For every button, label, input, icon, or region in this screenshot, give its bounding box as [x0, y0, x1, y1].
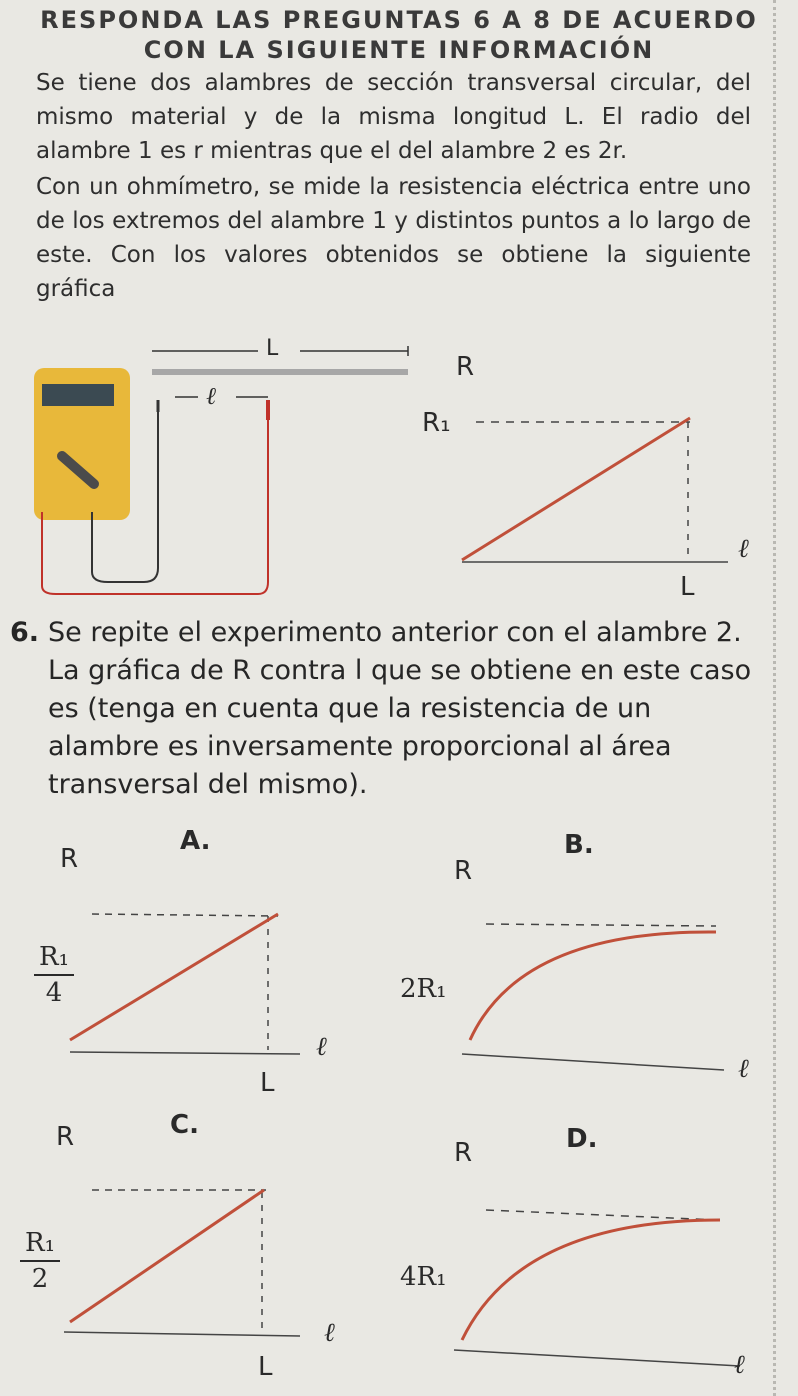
section-header-line1: RESPONDA LAS PREGUNTAS 6 A 8 DE ACUERDO [40, 6, 758, 34]
main-graph-y-tick: R₁ [422, 408, 451, 438]
option-a-y-axis-label: R [60, 844, 79, 874]
option-c-x-tick: L [258, 1352, 273, 1382]
option-b-graph [462, 924, 724, 1070]
option-b-y-axis-label: R [454, 856, 473, 886]
main-graph-x-tick: L [680, 572, 695, 602]
option-c-x-axis-label: ℓ [324, 1318, 335, 1348]
option-b-curve [470, 932, 716, 1040]
option-c-line [70, 1190, 264, 1322]
option-d-y-axis-label: R [454, 1138, 473, 1168]
option-c-letter[interactable]: C. [170, 1110, 199, 1140]
option-c-graph [64, 1190, 300, 1336]
option-a-line [70, 914, 278, 1040]
option-d-graph [454, 1210, 740, 1366]
question-number: 6. [10, 617, 40, 648]
option-a-x-axis-label: ℓ [316, 1032, 327, 1062]
option-c-y-tick: R₁ 2 [20, 1228, 60, 1294]
section-header-line2: CON LA SIGUIENTE INFORMACIÓN [143, 36, 655, 64]
option-a-x-tick: L [260, 1068, 275, 1098]
option-d-curve [462, 1220, 720, 1340]
option-b-letter[interactable]: B. [564, 830, 594, 860]
option-d-y-tick: 4R₁ [400, 1262, 447, 1292]
segment-label: ℓ [206, 382, 216, 410]
main-graph-y-axis-label: R [456, 352, 475, 382]
option-d-letter[interactable]: D. [566, 1124, 598, 1154]
option-b-y-tick: 2R₁ [400, 974, 447, 1004]
main-graph-line [462, 418, 690, 560]
main-graph-x-axis-label: ℓ [738, 534, 749, 564]
main-graph [462, 418, 728, 562]
question-text: Se repite el experimento anterior con el alambre 2. La gráfica de R contra l que se obtiene en este caso es (tenga en cuenta que la resistencia de un alambre es inversamente proporcional al área transversal del mismo). [48, 617, 752, 800]
option-d-x-axis-label: ℓ [734, 1350, 745, 1380]
option-c-y-axis-label: R [56, 1122, 75, 1152]
intro-paragraph-1: Se tiene dos alambres de sección transversal circular, del mismo material y de la misma longitud L. El radio del alambre 1 es r mientras que el del alambre 2 es 2r. [36, 70, 751, 164]
ohmmeter-setup [34, 346, 408, 594]
meter-display [42, 384, 114, 406]
option-a-graph [70, 914, 300, 1054]
option-a-y-tick: R₁ 4 [34, 942, 74, 1008]
option-b-x-axis-label: ℓ [738, 1054, 749, 1084]
option-a-letter[interactable]: A. [180, 826, 211, 856]
intro-paragraph-2: Con un ohmímetro, se mide la resistencia eléctrica entre uno de los extremos del alambre 1 y distintos puntos a lo largo de este. Con los valores obtenidos se obtiene la siguiente gráfica [36, 174, 751, 302]
length-label: L [266, 336, 279, 361]
